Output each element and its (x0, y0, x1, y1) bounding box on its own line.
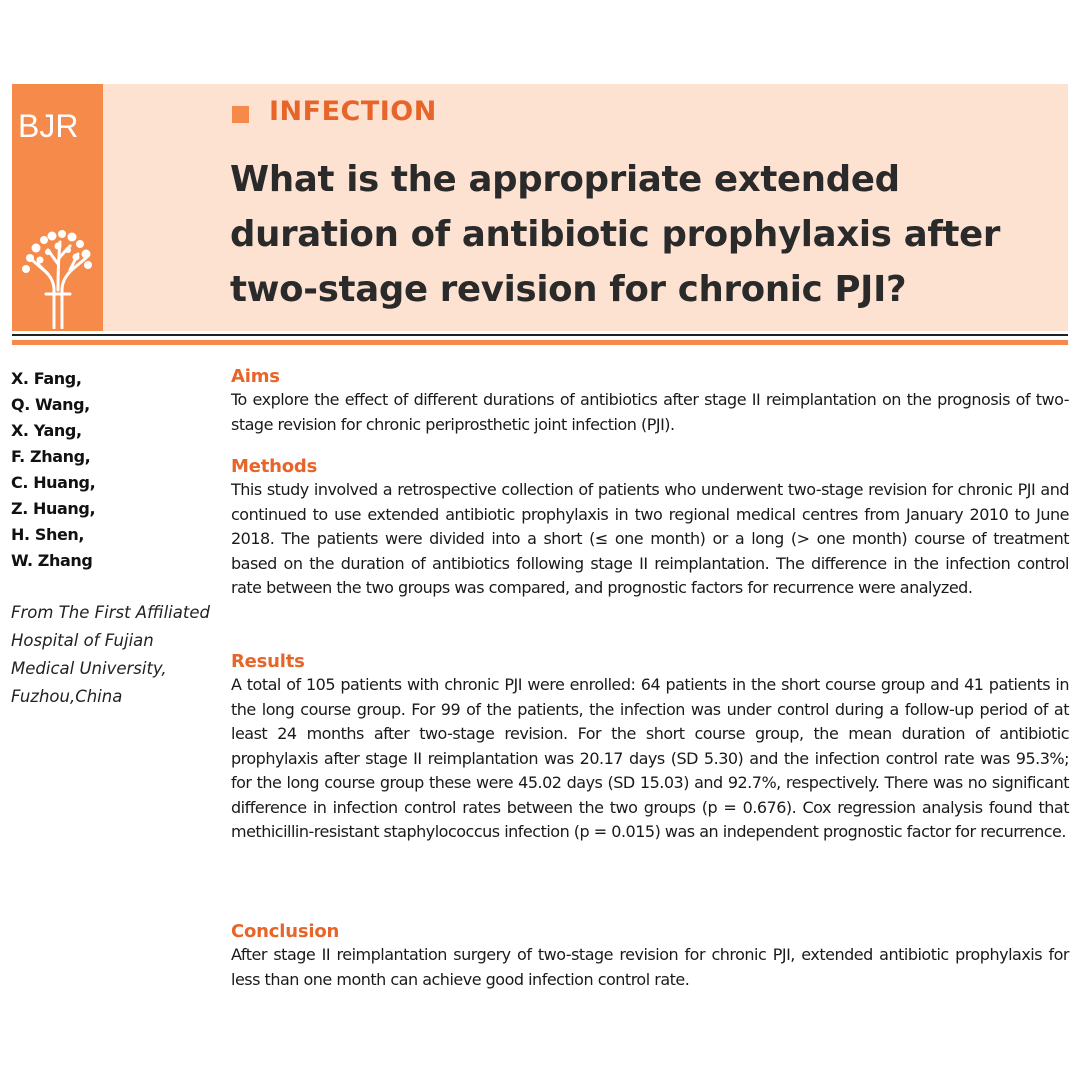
section-heading: Results (231, 651, 305, 672)
abstract-section-aims (231, 366, 1069, 437)
section-heading: Aims (231, 366, 280, 387)
section-marker (232, 106, 249, 123)
author: H. Shen, (11, 525, 85, 544)
tree-logo-icon (18, 224, 98, 329)
section-label: INFECTION (269, 96, 437, 127)
divider-thin (12, 334, 1068, 336)
author: C. Huang, (11, 473, 96, 492)
section-text: This study involved a retrospective collection of patients who underwent two-stage revision for chronic PJI and continued to use extended antibiotic prophylaxis in two regional medical centres from January 2010 to June 2018. The patients were divided into a short (≤ one month) or a long (> one month) course of treatment based on the duration of antibiotics following stage II reimplantation. The difference in the infection control rate between the two groups was compared, and prognostic factors for recurrence were analyzed. (231, 480, 1069, 597)
author: X. Fang, (11, 369, 82, 388)
section-text: To explore the effect of different durations of antibiotics after stage II reimplantation on the prognosis of two-stage revision for chronic periprosthetic joint infection (PJI). (231, 390, 1069, 434)
affiliation: From The First Affiliated Hospital of Fujian Medical University, Fuzhou,China (11, 603, 210, 706)
section-heading: Methods (231, 456, 318, 477)
divider-thick (12, 340, 1068, 345)
author: F. Zhang, (11, 447, 91, 466)
section-heading: Conclusion (231, 921, 340, 942)
section-text: After stage II reimplantation surgery of two-stage revision for chronic PJI, extended antibiotic prophylaxis for less than one month can achieve good infection control rate. (231, 945, 1069, 989)
abstract-section-conclusion (231, 921, 1069, 992)
article-title: What is the appropriate extended duration of antibiotic prophylaxis after two-stage revision for chronic PJI? (230, 159, 1001, 310)
author: X. Yang, (11, 421, 82, 440)
abstract-section-methods (231, 456, 1069, 601)
journal-logo-text: BJR (18, 108, 79, 144)
author: Z. Huang, (11, 499, 96, 518)
author-list (11, 366, 95, 574)
section-text: A total of 105 patients with chronic PJI were enrolled: 64 patients in the short course group and 41 patients in the long course group. For 99 of the patients, the infection was under control during a follow-up period of at least 24 months after two-stage revision. For the short course group, the mean duration of antibiotic prophylaxis after stage II reimplantation was 20.17 days (SD 5.30) and the infection control rate was 95.3%; for the long course group these were 45.02 days (SD 15.03) and 92.7%, respectively. There was no significant difference in infection control rates between the two groups (p = 0.676). Cox regression analysis found that methicillin-resistant staphylococcus infection (p = 0.015) was an independent prognostic factor for recurrence. (231, 675, 1069, 841)
author: W. Zhang (11, 551, 93, 570)
author: Q. Wang, (11, 395, 90, 414)
abstract-section-results (231, 651, 1069, 845)
